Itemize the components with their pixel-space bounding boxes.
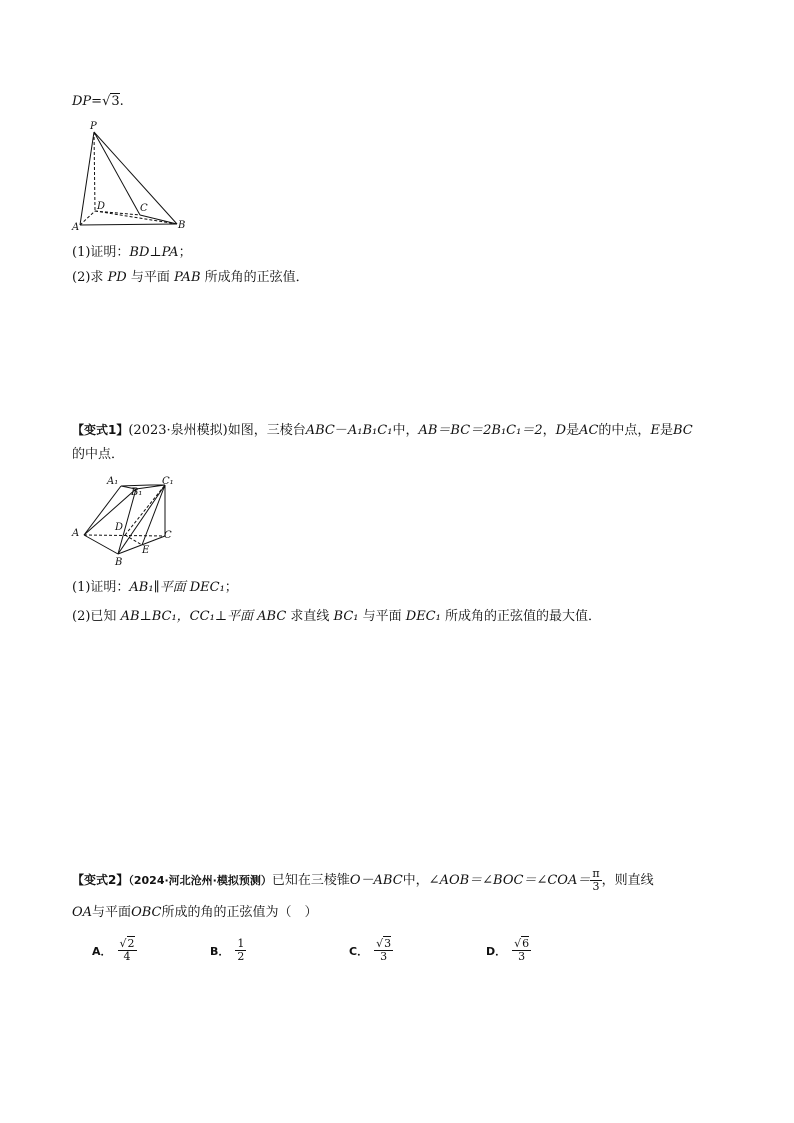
option-c-rad: 3 xyxy=(384,937,392,950)
variant2-angles: ∠AOB＝∠BOC＝∠COA＝ xyxy=(428,873,591,888)
option-d-den: 3 xyxy=(518,950,526,963)
variant2-tag: 【变式2】 xyxy=(72,873,129,887)
fig1-label-a: A xyxy=(72,222,80,233)
pi-den: 3 xyxy=(592,880,600,893)
variant1-line2 xyxy=(72,447,124,463)
problem0-q2 xyxy=(72,270,309,286)
dp-line xyxy=(72,94,124,110)
option-a-letter: A． xyxy=(92,944,112,958)
option-d[interactable] xyxy=(486,938,531,963)
v1-q1-math: AB₁∥平面 DEC₁ xyxy=(129,580,225,595)
q1-prefix: (1)证明： xyxy=(72,245,130,260)
q1-suffix: ； xyxy=(178,245,192,260)
option-a-rad: 2 xyxy=(127,937,135,950)
option-c[interactable] xyxy=(349,938,393,963)
option-d-rad: 6 xyxy=(522,937,530,950)
variant1-q1 xyxy=(72,580,238,596)
pi-num: π xyxy=(592,867,600,880)
variant2-obc: OBC xyxy=(131,905,162,920)
variant1-eq: AB＝BC＝2B₁C₁＝2 xyxy=(418,423,543,438)
variant2-line1 xyxy=(72,868,654,893)
fig1-label-c: C xyxy=(140,203,148,214)
problem0-q1 xyxy=(72,245,192,261)
variant1-e: E xyxy=(650,423,660,438)
variant1-line1 xyxy=(72,422,693,439)
q1-math: BD⊥PA xyxy=(129,245,179,260)
v1-q2-b: 求直线 xyxy=(286,609,334,624)
variant1-text-b: 中， xyxy=(392,423,419,438)
variant2-oa: OA xyxy=(72,905,93,920)
fig2-label-b: B xyxy=(115,557,123,568)
v1-q2-d: 所成角的正弦值的最大值． xyxy=(440,609,601,624)
option-d-letter: D． xyxy=(486,944,507,958)
v1-q2-a: (2)已知 xyxy=(72,609,121,624)
option-a-den: 4 xyxy=(123,950,131,963)
option-b-den: 2 xyxy=(237,950,245,963)
variant2-text-c: ，则直线 xyxy=(601,873,654,888)
option-b-frac xyxy=(235,938,246,963)
option-a[interactable] xyxy=(92,938,137,963)
option-c-letter: C． xyxy=(349,944,369,958)
variant1-a1b1c1: A₁B₁C₁ xyxy=(347,423,393,438)
fig2-label-b1: B₁ xyxy=(131,487,143,498)
variant1-text-d: 是 xyxy=(566,423,580,438)
variant1-text-a: 如图，三棱台 xyxy=(227,423,306,438)
dp-sqrt: √3 xyxy=(102,94,120,109)
v1-q2-bc1: BC₁ xyxy=(333,609,359,624)
variant1-text-g: 的中点． xyxy=(72,447,125,462)
fig1-label-d: D xyxy=(97,201,106,212)
variant1-text-f: 是 xyxy=(659,423,673,438)
fig2-label-d: D xyxy=(115,522,124,533)
variant2-line2-b: 所成的角的正弦值为（ ） xyxy=(161,905,318,920)
v1-q2-dec1: DEC₁ xyxy=(405,609,441,624)
q2-b: 与平面 xyxy=(126,270,174,285)
dp-value: 3 xyxy=(111,94,120,109)
fig2-label-c1: C₁ xyxy=(162,476,174,487)
option-c-frac: $\frac{√3}{3}$ xyxy=(376,937,392,963)
variant1-bc: BC xyxy=(672,423,693,438)
variant1-ac: AC xyxy=(579,423,599,438)
v1-q2-c: 与平面 xyxy=(358,609,406,624)
fig2-label-e: E xyxy=(142,545,150,556)
dp-prefix: DP= xyxy=(72,94,103,109)
variant1-abc: ABC xyxy=(305,423,335,438)
variant1-text-e: 的中点， xyxy=(598,423,651,438)
option-d-frac: $\frac{√6}{3}$ xyxy=(514,937,530,963)
variant1-source: (2023·泉州模拟) xyxy=(128,423,228,438)
variant1-tag: 【变式1】 xyxy=(72,423,129,437)
fig2-label-a: A xyxy=(72,528,80,539)
fig2-label-c: C xyxy=(164,530,172,541)
q2-pd: PD xyxy=(107,270,127,285)
v1-q1-prefix: (1)证明： xyxy=(72,580,130,595)
variant2-line2-a: 与平面 xyxy=(92,905,132,920)
variant2-pi-frac xyxy=(590,868,601,893)
v1-q1-suffix: ； xyxy=(224,580,238,595)
variant2-source: （2024·河北沧州·模拟预测） xyxy=(128,874,272,887)
q2-c: 所成角的正弦值． xyxy=(200,270,309,285)
q2-a: (2)求 xyxy=(72,270,108,285)
variant1-d: D xyxy=(555,423,567,438)
fig1-label-p: P xyxy=(90,121,97,132)
dp-suffix: . xyxy=(119,94,124,109)
option-b[interactable] xyxy=(210,938,246,963)
variant2-line2 xyxy=(72,905,317,921)
variant2-oabc: O－ABC xyxy=(349,873,403,888)
fig1-label-b: B xyxy=(178,220,186,231)
variant1-q2 xyxy=(72,609,601,625)
variant2-text-a: 已知在三棱锥 xyxy=(271,873,350,888)
option-c-den: 3 xyxy=(380,950,388,963)
v1-q2-math1: AB⊥BC₁，CC₁⊥平面 ABC xyxy=(120,609,287,624)
variant1-text-c: ， xyxy=(542,423,556,438)
pyramid-figure xyxy=(70,118,200,236)
option-a-frac: $\frac{√2}{4}$ xyxy=(119,937,135,963)
variant1-dash: － xyxy=(334,423,348,438)
fig2-label-a1: A₁ xyxy=(107,476,119,487)
variant2-text-b: 中， xyxy=(402,873,429,888)
q2-pab: PAB xyxy=(174,270,201,285)
option-b-letter: B． xyxy=(210,944,230,958)
option-b-num: 1 xyxy=(237,937,245,950)
